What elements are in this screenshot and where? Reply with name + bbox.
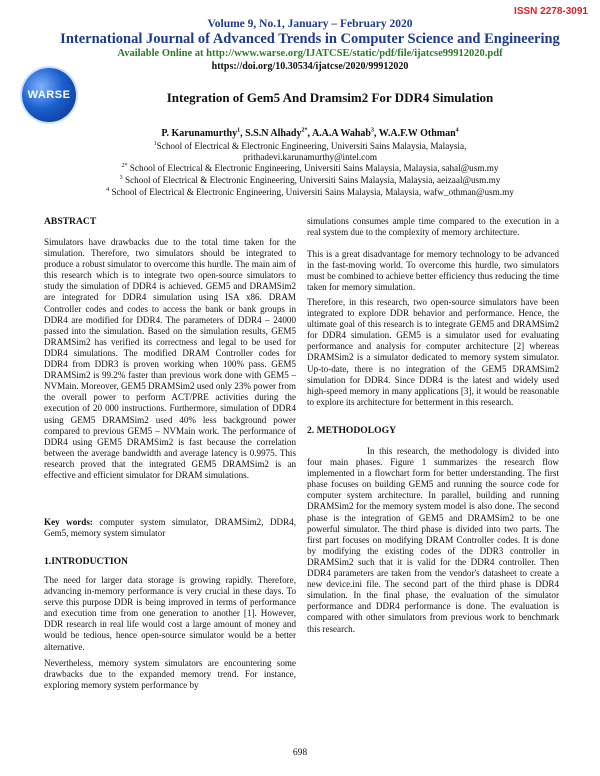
affiliation-1-email: prithadevi.karunamurthy@intel.com <box>243 152 377 162</box>
warse-logo <box>22 68 76 122</box>
section-heading: 2. METHODOLOGY <box>307 425 397 436</box>
body-paragraph-3: Therefore, in this research, two open-source simulators have been integrated to explore DDR behavior and performance. Hence, the ultimate goal of this research is to integrate GEM5 and DRAMSim2 for DDR4 simulation. GEM5 is a simulator used for evaluating performance and analysis for computer architecture [2] whereas DRAMSim2 is a simulator dedicated to memory system simulator. Up-to-date, there is no integration of the GEM5 DRAMSim2 simulation for DDR4. Since DDR4 is the latest and widely used high-speed memory in many applications [3], it would be reasonable to explore its architecture for betterment in this research. <box>307 297 559 407</box>
body-paragraph-1: simulations consumes ample time compared to the execution in a real system due to the complexity of memory architecture. <box>307 216 559 238</box>
affil-sup: 4 <box>106 186 110 193</box>
logo-text: WARSE <box>27 89 71 101</box>
affil-text: School of Electrical & Electronic Engineering, Universiti Sains Malaysia, Malaysia, sahal@usm.my <box>129 163 499 173</box>
paper-title: Integration of Gem5 And Dramsim2 For DDR4 Simulation <box>166 90 494 105</box>
affil-text: School of Electrical & Electronic Engineering, Universiti Sains Malaysia, Malaysia, <box>156 141 467 151</box>
affiliation-2 <box>40 163 580 174</box>
author-sup: 1 <box>237 127 241 134</box>
section-heading: ABSTRACT <box>44 216 97 227</box>
abstract-heading <box>44 216 296 227</box>
author-name: W.A.F.W Othman <box>378 128 456 139</box>
author-sup: 4 <box>455 127 459 134</box>
author-sup: 3 <box>370 127 374 134</box>
journal-url-link[interactable]: Available Online at http://www.warse.org/IJATCSE/static/pdf/file/ijatcse99912020.pdf <box>117 48 503 59</box>
author-name: A.A.A Wahab <box>311 128 371 139</box>
body-paragraph-2: This is a great disadvantage for memory technology to be advanced in the fast-moving world. To overcome this hurdle, two simulators must be combined to achieve better efficiency thus reducing the time taken for memory simulation. <box>307 249 559 293</box>
intro-paragraph-2: Nevertheless, memory system simulators are encountering some drawbacks due to the expanded memory trend. For instance, exploring memory system performance by <box>44 658 296 691</box>
affiliation-4 <box>40 187 580 198</box>
author-sup: 2* <box>301 127 308 134</box>
page-number: 698 <box>292 748 308 758</box>
author-name: S.S.N Alhady <box>245 128 302 139</box>
journal-name: International Journal of Advanced Trends in Computer Science and Engineering <box>60 31 560 47</box>
affil-sup: 1 <box>153 140 157 147</box>
affiliation-3 <box>40 175 580 186</box>
keywords-text: computer system simulator, DRAMSim2, DDR4, Gem5, memory system simulator <box>44 517 296 539</box>
intro-heading <box>44 556 296 567</box>
author-name: P. Karunamurthy <box>161 128 238 139</box>
journal-volume: Volume 9, No.1, January – February 2020 <box>207 18 413 30</box>
author-list: P. Karunamurthy$^1$, S.S.N Alhady$^{2*}$, A.A.A Wahab$^3$, W.A.F.W Othman$^4$ <box>161 127 459 139</box>
affil-sup: 3 <box>119 174 123 181</box>
affiliation-1 <box>40 141 580 152</box>
issn-label: ISSN 2278-3091 <box>514 6 588 17</box>
methodology-paragraph: In this research, the methodology is divided into four main phases. Figure 1 summarizes the research flow implemented in a flowchart form for better understanding. The first phase focuses on building GEM5 and running the source code for computer system architecture. In parallel, building and running DRAMSim2 for the memory system model is also done. The second phase is the integration of GEM5 and DRAMSim2 to be one powerful simulator. The third phase is divided into two parts. The first part focuses on modifying DRAM Controller codes. It is done by modifying the existing codes of the DDR3 controller in DRAMSim2 such that it is valid for the DDR4 controller. Then DDR4 parameters are taken from the vendor's datasheet to create a new device.ini file. The second part of the third phase is DDR4 simulation. In the final phase, the evaluation of the simulator performance and DDR4 performance is done. The evaluation is compared with other simulators from previous work to benchmark this research. <box>307 446 559 634</box>
section-heading: 1.INTRODUCTION <box>44 556 128 567</box>
affil-text: School of Electrical & Electronic Engineering, Universiti Sains Malaysia, Malaysia, aeizaal@usm.my <box>124 175 501 185</box>
intro-paragraph-1: The need for larger data storage is growing rapidly. Therefore, advancing in-memory performance is very crucial in these days. To serve this purpose DDR is being improved in terms of performance and execution time from one generation to another [1]. However, DDR research in real life would cost a large amount of money and would be tedious, hence open-source simulator would be a better alternative. <box>44 575 296 652</box>
affil-sup: 2* <box>121 162 128 169</box>
abstract-text: Simulators have drawbacks due to the total time taken for the simulation. Therefore, two simulators should be integrated to produce a robust simulator to overcome this hurdle. The main aim of this research which is to integrate two open-source simulators to study the simulation of DDR4 is achieved. GEM5 and DRAMSim2 are integrated for DDR4 simulation using ISA x86. DRAM Controller codes and codes to access the bank or bank groups in DDR4 are modified for DDR4. The parameters of DDR4 – 24000 passed into the simulation. Based on the simulation results, GEM5 DRAMSim2 has verified its correctness and legal to be used for DDR4 simulations. The modified DRAM Controller codes for DDR4 from DDR3 is proven working when 100% pass. GEM5 DRAMSim2 is 99.2% faster than previous work done with GEM5 – NVMain. Moreover, GEM5 DRAMSim2 used only 23% power from the overall power to perform ACT/PRE activities during the execution of 20 000 instructions. Furthermore, simulation of DDR4 using GEM5 DRAMSim2 used 40% less background power compared to previous GEM5 – NVMain work. The performance of DDR4 using GEM5 DRAMSim2 is fast because the correlation between the average bandwidth and average latency is 0.9975. This research proved that the integrated GEM5 DRAMSim2 is an effective and efficient simulator for DRAM simulations. <box>44 237 296 480</box>
doi-link[interactable]: https://doi.org/10.30534/ijatcse/2020/99912020 <box>211 61 409 72</box>
keywords <box>44 517 296 539</box>
affil-text: School of Electrical & Electronic Engineering, Universiti Sains Malaysia, Malaysia, wafw_othman@usm.my <box>111 187 514 197</box>
methodology-heading <box>307 425 559 436</box>
keywords-label: Key words: <box>44 517 93 527</box>
